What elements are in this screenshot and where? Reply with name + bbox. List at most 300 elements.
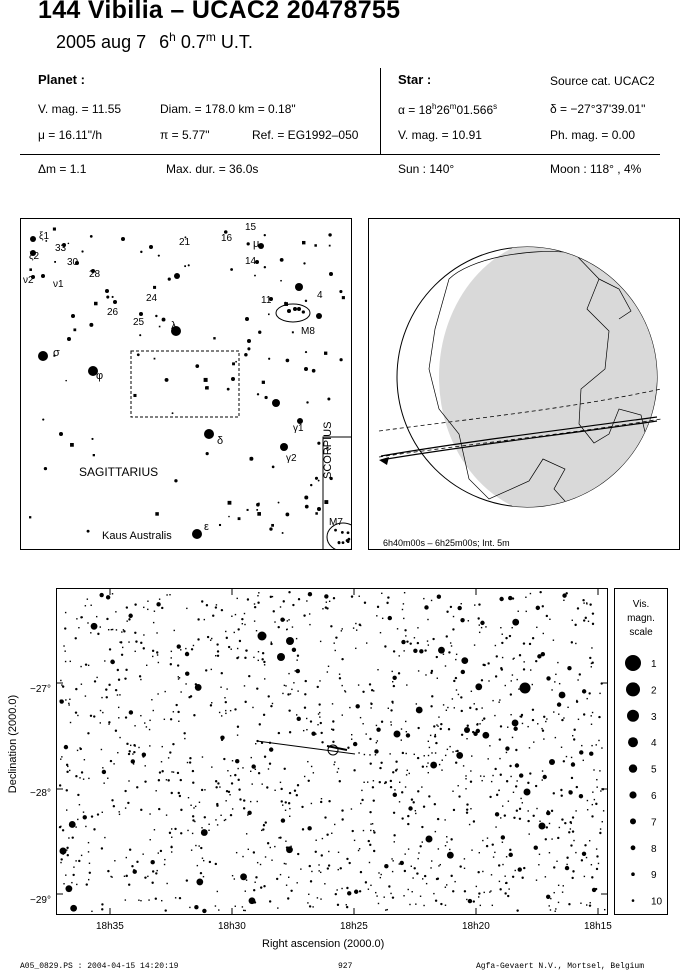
max-duration: Max. dur. = 36.0s xyxy=(166,162,259,176)
field-star xyxy=(339,674,340,675)
detail-chart xyxy=(0,588,680,948)
field-star xyxy=(567,707,568,708)
scale-label: 4 xyxy=(651,738,657,750)
field-star xyxy=(134,745,135,746)
field-star xyxy=(231,649,232,650)
field-star xyxy=(346,887,348,889)
field-star xyxy=(468,899,472,903)
field-star xyxy=(414,754,415,755)
field-star xyxy=(510,776,511,777)
finder-star xyxy=(245,317,249,321)
field-star xyxy=(376,725,377,726)
field-star xyxy=(373,831,375,833)
field-star xyxy=(117,669,119,671)
field-star xyxy=(180,832,182,834)
sun-elongation: Sun : 140° xyxy=(398,162,455,176)
field-star xyxy=(143,607,144,608)
finder-star xyxy=(329,272,333,276)
field-star xyxy=(482,624,483,625)
field-star xyxy=(555,737,556,738)
field-star xyxy=(351,739,352,740)
field-star xyxy=(289,808,290,809)
field-star xyxy=(306,718,307,719)
field-star xyxy=(359,624,361,626)
field-star xyxy=(317,686,319,688)
field-star xyxy=(320,898,321,899)
field-star xyxy=(519,808,521,810)
field-star xyxy=(160,850,162,852)
field-star xyxy=(388,708,389,709)
field-star xyxy=(541,728,542,729)
field-star xyxy=(519,818,521,820)
field-star xyxy=(370,762,372,764)
scale-label: 10 xyxy=(651,896,663,908)
finder-star xyxy=(87,530,90,533)
field-star xyxy=(440,864,441,865)
field-star xyxy=(403,895,404,896)
field-star xyxy=(102,767,103,768)
finder-star xyxy=(213,337,215,339)
field-star xyxy=(513,792,514,793)
field-star xyxy=(126,743,128,745)
field-star xyxy=(582,599,584,601)
field-star xyxy=(388,885,390,887)
field-star xyxy=(580,903,581,904)
field-star xyxy=(342,714,343,715)
field-star xyxy=(193,645,194,646)
field-star xyxy=(406,733,410,737)
field-star xyxy=(579,794,583,798)
field-star xyxy=(242,856,243,857)
field-star xyxy=(202,756,203,757)
field-star xyxy=(511,680,512,681)
finder-star xyxy=(258,331,261,334)
finder-star xyxy=(305,300,307,302)
field-star xyxy=(599,770,600,771)
field-star xyxy=(288,591,290,593)
field-star xyxy=(398,672,400,674)
field-star xyxy=(301,806,303,808)
field-star xyxy=(88,851,89,852)
field-star xyxy=(96,616,97,617)
field-star xyxy=(583,713,585,715)
field-star xyxy=(274,621,275,622)
field-star xyxy=(298,598,300,600)
field-star xyxy=(140,809,142,811)
field-star xyxy=(435,734,436,735)
field-star xyxy=(484,892,485,893)
field-star xyxy=(263,661,265,663)
field-star xyxy=(475,683,482,690)
field-star xyxy=(260,864,261,865)
field-star xyxy=(393,685,395,687)
field-star xyxy=(572,830,574,832)
finder-star xyxy=(219,524,221,526)
field-star xyxy=(289,731,291,733)
field-star xyxy=(332,703,333,704)
field-star xyxy=(291,689,292,690)
field-star xyxy=(358,752,359,753)
finder-star xyxy=(121,237,125,241)
field-star xyxy=(499,888,501,890)
field-star xyxy=(543,716,545,718)
field-star xyxy=(88,842,89,843)
finder-star xyxy=(282,532,284,534)
field-star xyxy=(216,604,217,605)
field-star xyxy=(107,870,109,872)
field-star xyxy=(466,803,468,805)
field-star xyxy=(101,908,103,910)
field-star xyxy=(592,612,594,614)
field-star xyxy=(492,905,493,906)
field-star xyxy=(405,786,406,787)
field-star xyxy=(194,905,198,909)
field-star xyxy=(106,696,108,698)
field-star xyxy=(422,878,423,879)
field-star xyxy=(262,783,263,784)
field-star xyxy=(131,759,135,763)
field-star xyxy=(471,691,472,692)
field-star xyxy=(308,894,309,895)
field-star xyxy=(553,640,554,641)
field-star xyxy=(465,788,466,789)
field-star xyxy=(122,647,123,648)
field-star xyxy=(121,654,123,656)
field-star xyxy=(604,909,605,910)
field-star xyxy=(399,655,400,656)
field-star xyxy=(496,655,498,657)
field-star xyxy=(445,665,446,666)
field-star xyxy=(215,819,216,820)
finder-star xyxy=(264,266,266,268)
field-star xyxy=(341,630,342,631)
field-star xyxy=(498,864,500,866)
field-star xyxy=(128,884,130,886)
field-star xyxy=(256,630,257,631)
m7-star xyxy=(347,531,350,534)
field-star xyxy=(433,893,434,894)
field-star xyxy=(200,847,202,849)
field-star xyxy=(255,876,257,878)
field-star xyxy=(76,884,77,885)
finder-label: σ xyxy=(53,347,60,359)
field-star xyxy=(359,890,361,892)
field-star xyxy=(171,651,172,652)
field-star xyxy=(335,893,337,895)
field-star xyxy=(285,801,287,803)
field-star xyxy=(423,598,424,599)
finder-star xyxy=(339,290,342,293)
field-star xyxy=(217,782,219,784)
field-star xyxy=(391,724,392,725)
finder-star xyxy=(305,351,307,353)
field-star xyxy=(440,903,442,905)
field-star xyxy=(515,763,519,767)
xtick-5: 18h15 xyxy=(584,921,612,932)
field-star xyxy=(67,766,68,767)
field-star xyxy=(237,598,238,599)
field-star xyxy=(577,679,578,680)
field-star xyxy=(466,808,468,810)
field-star xyxy=(220,687,221,688)
field-star xyxy=(554,892,555,893)
field-star xyxy=(479,723,480,724)
field-star xyxy=(442,760,443,761)
field-star xyxy=(575,643,576,644)
field-star xyxy=(169,751,171,753)
field-star xyxy=(262,652,264,654)
field-star xyxy=(149,720,150,721)
field-star xyxy=(215,655,216,656)
field-star xyxy=(119,642,120,643)
field-star xyxy=(309,865,311,867)
bright-field-star xyxy=(258,632,267,641)
finder-star xyxy=(91,438,93,440)
field-star xyxy=(219,786,220,787)
field-star xyxy=(242,906,243,907)
field-star xyxy=(529,643,531,645)
field-star xyxy=(70,722,71,723)
field-star xyxy=(168,779,170,781)
field-star xyxy=(106,618,108,620)
field-star xyxy=(310,880,312,882)
field-star xyxy=(286,846,293,853)
field-star xyxy=(529,833,530,834)
field-star xyxy=(198,845,199,846)
field-star xyxy=(470,781,472,783)
field-star xyxy=(215,863,217,865)
field-star xyxy=(91,815,93,817)
field-star xyxy=(568,831,570,833)
field-star xyxy=(178,676,179,677)
field-star xyxy=(417,858,418,859)
field-star xyxy=(446,635,448,637)
field-star xyxy=(573,729,575,731)
field-star xyxy=(601,747,602,748)
field-star xyxy=(89,872,91,874)
field-star xyxy=(228,791,230,793)
field-star xyxy=(174,630,175,631)
field-star xyxy=(109,648,111,650)
field-star xyxy=(148,899,149,900)
field-star xyxy=(140,715,141,716)
field-star xyxy=(128,641,129,642)
field-star xyxy=(175,704,177,706)
finder-star xyxy=(81,250,83,252)
field-star xyxy=(173,711,174,712)
field-star xyxy=(336,889,337,890)
field-star xyxy=(523,661,524,662)
field-star xyxy=(97,813,99,815)
event-time xyxy=(56,30,253,53)
field-star xyxy=(124,876,125,877)
m7-star xyxy=(347,540,350,543)
field-star xyxy=(542,770,543,771)
field-star xyxy=(235,906,236,907)
field-star xyxy=(154,829,155,830)
field-star xyxy=(87,598,88,599)
field-star xyxy=(69,770,70,771)
field-star xyxy=(482,871,483,872)
field-star xyxy=(576,786,578,788)
finder-star xyxy=(54,261,56,263)
field-star xyxy=(530,593,531,594)
field-star xyxy=(268,695,270,697)
finder-star xyxy=(280,258,284,262)
field-star xyxy=(591,724,592,725)
field-star xyxy=(412,891,413,892)
field-star xyxy=(108,723,109,724)
finder-label: γ1 xyxy=(293,423,304,434)
field-star xyxy=(549,852,550,853)
field-star xyxy=(224,820,225,821)
scale-label: 6 xyxy=(651,791,657,802)
field-star xyxy=(177,664,179,666)
field-star xyxy=(506,780,508,782)
bright-field-star xyxy=(394,731,401,738)
field-star xyxy=(602,821,603,822)
field-star xyxy=(578,719,579,720)
field-star xyxy=(487,758,488,759)
field-star xyxy=(211,702,212,703)
field-star xyxy=(333,597,335,599)
scale-symbol xyxy=(629,791,636,798)
field-star xyxy=(406,684,407,685)
field-star xyxy=(296,659,297,660)
field-star xyxy=(404,853,405,854)
finder-label: γ2 xyxy=(286,453,297,464)
field-star xyxy=(393,834,395,836)
m7-star xyxy=(342,541,345,544)
field-star xyxy=(518,688,519,689)
field-star xyxy=(215,606,217,608)
star-photo-mag: Ph. mag. = 0.00 xyxy=(550,128,636,142)
field-star xyxy=(110,760,112,762)
finder-star xyxy=(268,358,270,360)
scale-label: 2 xyxy=(651,685,657,697)
finder-star xyxy=(159,326,161,328)
field-star xyxy=(297,690,298,691)
field-star xyxy=(402,752,404,754)
field-star xyxy=(288,673,289,674)
field-star xyxy=(443,654,444,655)
field-star xyxy=(334,642,335,643)
field-star xyxy=(118,707,119,708)
field-star xyxy=(413,801,415,803)
field-star xyxy=(476,729,480,733)
field-star xyxy=(156,651,158,653)
field-star xyxy=(437,818,439,820)
field-star xyxy=(450,875,452,877)
star-source-catalog: Source cat. UCAC2 xyxy=(550,74,655,88)
field-star xyxy=(386,602,388,604)
field-star xyxy=(84,759,85,760)
field-star xyxy=(408,889,409,890)
field-star xyxy=(307,761,308,762)
field-star xyxy=(534,846,538,850)
field-star xyxy=(223,758,225,760)
field-star xyxy=(139,675,141,677)
field-star xyxy=(128,614,132,618)
field-star xyxy=(269,900,271,902)
field-star xyxy=(576,701,578,703)
field-star xyxy=(591,864,592,865)
field-star xyxy=(542,605,544,607)
field-star xyxy=(581,859,583,861)
field-star xyxy=(186,608,187,609)
field-star xyxy=(166,883,167,884)
field-star xyxy=(491,781,492,782)
field-star xyxy=(237,768,238,769)
field-star xyxy=(556,861,557,862)
field-star xyxy=(187,762,188,763)
field-star xyxy=(136,786,138,788)
finder-star xyxy=(280,280,282,282)
field-star xyxy=(595,803,597,805)
field-star xyxy=(226,637,228,639)
field-star xyxy=(237,628,239,630)
finder-star xyxy=(230,268,233,271)
field-star xyxy=(297,717,301,721)
field-star xyxy=(500,627,501,628)
field-star xyxy=(469,707,471,709)
field-star xyxy=(247,811,251,815)
field-star xyxy=(245,650,246,651)
field-star xyxy=(546,895,550,899)
field-star xyxy=(96,677,97,678)
field-star xyxy=(283,600,285,602)
field-star xyxy=(415,813,416,814)
field-star xyxy=(134,603,136,605)
field-star xyxy=(270,596,272,598)
field-star xyxy=(481,627,482,628)
field-star xyxy=(406,640,408,642)
field-star xyxy=(183,732,185,734)
field-star xyxy=(60,858,62,860)
field-star xyxy=(285,685,286,686)
field-star xyxy=(238,788,240,790)
finder-label: SAGITTARIUS xyxy=(79,465,159,479)
field-star xyxy=(259,723,261,725)
field-star xyxy=(309,613,310,614)
field-star xyxy=(264,756,266,758)
field-star xyxy=(220,815,221,816)
finder-label: λ xyxy=(171,320,177,332)
finder-star xyxy=(155,512,159,516)
field-star xyxy=(392,896,394,898)
field-star xyxy=(579,673,581,675)
field-star xyxy=(171,771,172,772)
field-star xyxy=(389,753,390,754)
field-star xyxy=(482,732,489,739)
field-star xyxy=(264,664,265,665)
field-star xyxy=(446,836,447,837)
finder-star xyxy=(70,443,74,447)
field-star xyxy=(119,694,120,695)
field-star xyxy=(506,752,507,753)
field-star xyxy=(356,629,357,630)
field-star xyxy=(262,828,264,830)
field-star xyxy=(166,594,167,595)
field-star xyxy=(355,623,356,624)
field-star xyxy=(292,626,293,627)
finder-star xyxy=(93,454,95,456)
finder-star xyxy=(195,364,199,368)
field-star xyxy=(81,855,82,856)
field-star xyxy=(195,683,197,685)
finder-star xyxy=(90,235,93,238)
field-star xyxy=(370,702,371,703)
